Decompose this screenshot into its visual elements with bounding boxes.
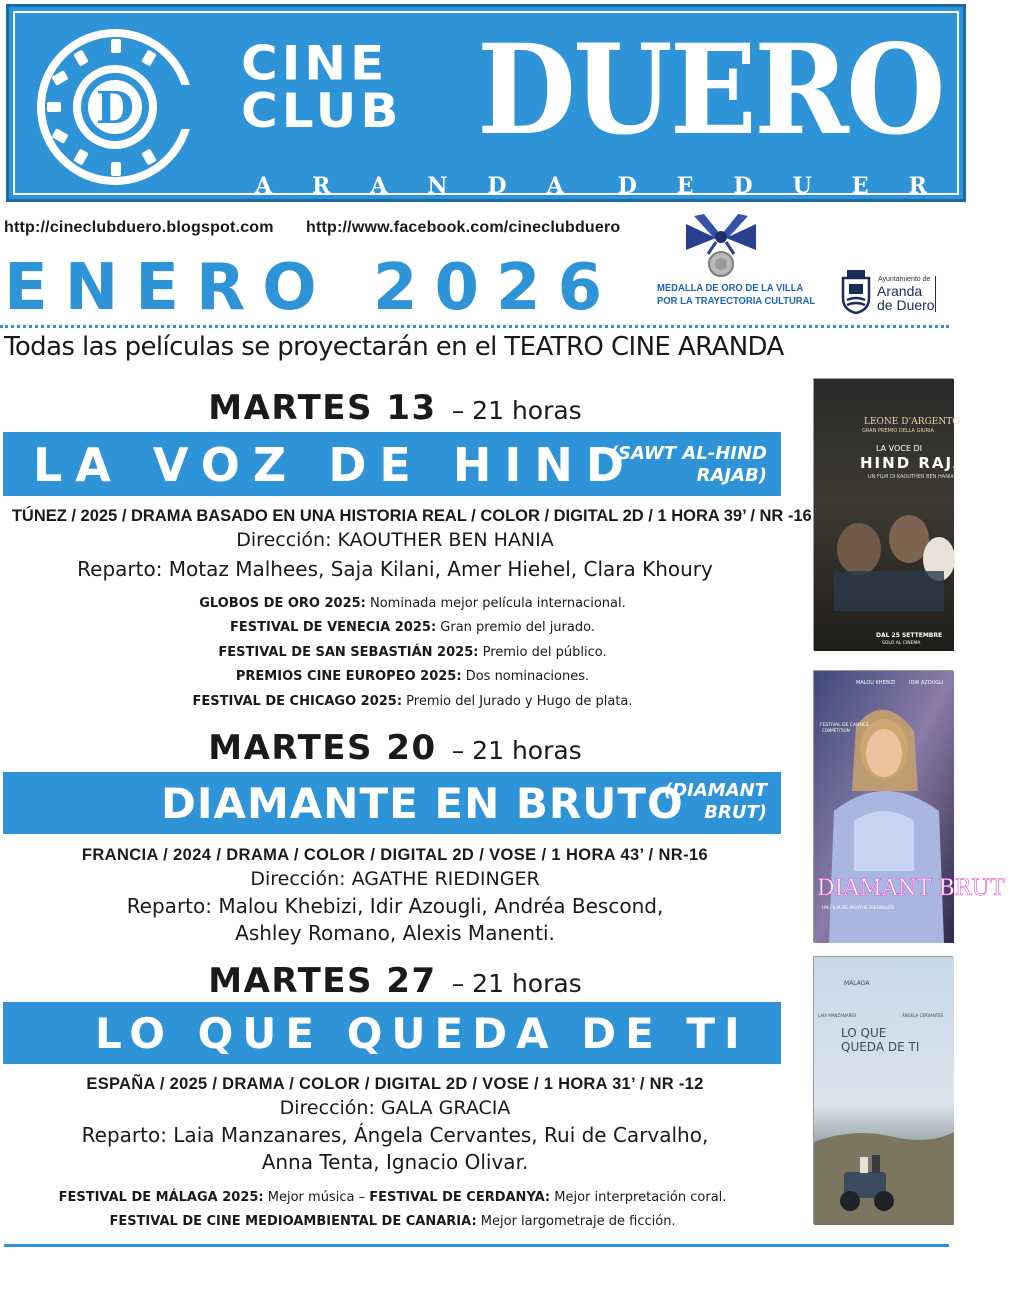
session-1-director: Dirección: KAOUTHER BEN HANIA: [236, 529, 554, 551]
poster-1-laurel: LEONE D’ARGENTO: [864, 417, 960, 427]
session-2-original-title: [664, 780, 767, 824]
poster-hind-rajab-art: [814, 379, 981, 651]
medal-caption: [657, 282, 816, 308]
poster-diamant-brut: [813, 670, 1005, 942]
ayuntamiento-name: [877, 284, 935, 312]
award-name: FESTIVAL DE MÁLAGA 2025:: [58, 1190, 264, 1205]
session-3-spec: ESPAÑA / 2025 / DRAMA / COLOR / DIGITAL 2D / VOSE / 1 HORA 31’ / NR -12: [86, 1074, 704, 1093]
poster-1-tagline: LA VOCE DI: [876, 444, 922, 453]
award-line: [0, 690, 825, 714]
poster-2-actor-1: MALOU KHEBIZI: [856, 680, 896, 686]
session-3-time: – 21 horas: [451, 969, 582, 998]
poster-1-release-sub: SOLO AL CINEMA: [882, 641, 921, 646]
ayuntamiento-line-1: Aranda: [877, 283, 923, 299]
dotted-divider: [0, 325, 949, 328]
poster-2-actor-2: IDIR AZOUGLI: [909, 680, 944, 686]
poster-hind-rajab: [813, 378, 981, 650]
poster-1-release: DAL 25 SETTEMBRE: [876, 632, 943, 639]
session-1-spec: TÚNEZ / 2025 / DRAMA BASADO EN UNA HISTORIA REAL / COLOR / DIGITAL 2D / 1 HORA 39’ / NR -16: [11, 506, 812, 525]
facebook-link[interactable]: http://www.facebook.com/cineclubduero: [306, 219, 621, 236]
poster-1-credit: UN FILM DI KAOUTHER BEN HANIA: [868, 474, 954, 480]
poster-3-festival: MÁLAGA: [844, 980, 870, 987]
film-reel-logo: [33, 25, 198, 190]
session-1-time: – 21 horas: [451, 396, 582, 425]
award-line: [0, 641, 825, 665]
session-2-cast-l2: Ashley Romano, Alexis Manenti.: [235, 921, 555, 945]
award-text: Gran premio del jurado.: [436, 620, 595, 636]
town-shield-icon: [840, 268, 872, 314]
session-2-time: – 21 horas: [451, 736, 582, 765]
poster-2-festival-sub: COMPÉTITION: [822, 728, 850, 733]
session-3-day: MARTES 27: [208, 961, 437, 1001]
city-word-1: ARANDA: [255, 173, 604, 199]
award-name: GLOBOS DE ORO 2025:: [199, 596, 366, 611]
poster-3-title-l2: QUEDA DE TI: [841, 1040, 920, 1054]
award-text: Premio del público.: [478, 644, 607, 660]
poster-1-laurel-sub: GRAN PREMIO DELLA GIURIA: [862, 428, 934, 434]
venue-notice: Todas las películas se proyectarán en el TEATRO CINE ARANDA: [4, 332, 784, 362]
poster-2-festival: FESTIVAL DE CANNES: [820, 723, 869, 728]
award-line: [0, 592, 825, 616]
award-name: FESTIVAL DE SAN SEBASTIÁN 2025:: [218, 644, 479, 660]
session-3-cast-l1: Reparto: Laia Manzanares, Ángela Cervantes, Rui de Carvalho,: [81, 1123, 709, 1147]
session-1-cast: Reparto: Motaz Malhees, Saja Kilani, Amer Hiehel, Clara Khoury: [77, 557, 713, 581]
header-banner: [6, 4, 1026, 202]
session-1-title: LA VOZ DE HIND: [33, 438, 638, 492]
ayuntamiento-line-2: de Duero: [877, 297, 935, 313]
session-3-title: LO QUE QUEDA DE TI: [95, 1009, 749, 1058]
poster-lo-que-queda: [813, 956, 953, 1224]
session-2-director: Dirección: AGATHE RIEDINGER: [250, 868, 540, 890]
session-2-cast-l1: Reparto: Malou Khebizi, Idir Azougli, Andréa Bescond,: [126, 894, 664, 918]
session-3-cast-l2: Anna Tenta, Ignacio Olivar.: [261, 1150, 529, 1174]
award-name: FESTIVAL DE CINE MEDIOAMBIENTAL DE CANARIA:: [109, 1214, 477, 1230]
medal-ribbon-icon: [676, 210, 766, 282]
cine-club-wordmark: [241, 35, 471, 139]
award-name: FESTIVAL DE CHICAGO 2025:: [192, 693, 403, 709]
poster-3-actor-1: LAIA MANZANARES: [818, 1013, 857, 1018]
session-1-title-bar: [3, 432, 781, 496]
session-2-original-title-l1: (DIAMANT: [664, 780, 767, 801]
award-line: [0, 665, 825, 689]
award-line: [0, 1210, 785, 1234]
session-3-details: [0, 1074, 790, 1176]
session-1-day: MARTES 13: [208, 388, 437, 428]
session-2-original-title-l2: BRUT): [704, 802, 767, 823]
poster-2-credit: UN FILM DE AGATHE RIEDINGER: [822, 906, 895, 911]
award-text: Mejor interpretación coral.: [550, 1190, 727, 1205]
city-word-3: DUERO: [733, 173, 1026, 199]
session-2-day: MARTES 20: [208, 728, 437, 768]
bottom-divider: [4, 1244, 949, 1247]
ayuntamiento-label: Ayuntamiento de: [878, 276, 931, 283]
blog-link[interactable]: http://cineclubduero.blogspot.com: [4, 219, 274, 236]
session-1-original-title: [610, 443, 767, 487]
award-name: FESTIVAL DE VENECIA 2025:: [230, 620, 437, 636]
session-3-title-bar: [3, 1002, 781, 1064]
session-1-date: [0, 388, 790, 428]
session-1-original-title-l2: RAJAB): [696, 465, 767, 486]
session-2-date: [0, 728, 790, 768]
duero-wordmark: DUERO: [477, 18, 943, 163]
session-1-details: [0, 506, 812, 584]
poster-2-title: DIAMANT BRUT: [817, 876, 1005, 901]
award-text: Nominada mejor película internacional.: [365, 596, 626, 611]
award-text: Dos nominaciones.: [461, 669, 590, 685]
medal-line-1: MEDALLA DE ORO DE LA VILLA: [657, 282, 804, 294]
session-3-awards: [0, 1186, 785, 1235]
poster-lo-que-queda-art: [814, 957, 954, 1225]
ayuntamiento-divider: [935, 276, 936, 312]
award-line: [0, 616, 825, 640]
session-3-date: [0, 961, 790, 1001]
medal-line-2: POR LA TRAYECTORIA CULTURAL: [657, 295, 816, 307]
poster-3-title-l1: LO QUE: [841, 1026, 887, 1040]
award-line: [0, 1186, 785, 1210]
award-text: Premio del Jurado y Hugo de plata.: [402, 693, 633, 709]
award-text: Mejor largometraje de ficción.: [476, 1214, 676, 1230]
session-1-awards: [0, 592, 825, 714]
poster-3-actor-2: ÁNGELA CERVANTES: [902, 1013, 944, 1018]
city-line: [255, 173, 1026, 199]
poster-1-title: HIND RAJAB: [860, 454, 981, 472]
poster-diamant-brut-art: [814, 671, 1005, 943]
city-word-2: DE: [617, 173, 734, 199]
month-title: ENERO 2026: [4, 251, 620, 325]
award-text: Mejor música –: [263, 1190, 370, 1205]
logo-letter: D: [95, 83, 135, 134]
award-name: PREMIOS CINE EUROPEO 2025:: [235, 669, 462, 685]
club-label: CLUB: [241, 83, 403, 139]
cine-label: CINE: [241, 35, 389, 91]
award-name: FESTIVAL DE CERDANYA:: [369, 1190, 551, 1205]
session-2-spec: FRANCIA / 2024 / DRAMA / COLOR / DIGITAL 2D / VOSE / 1 HORA 43’ / NR-16: [81, 845, 709, 864]
session-2-title-bar: [3, 772, 781, 834]
session-2-details: [0, 845, 790, 947]
session-1-original-title-l1: (SAWT AL-HIND: [609, 443, 767, 464]
session-3-director: Dirección: GALA GRACIA: [279, 1097, 511, 1119]
session-2-title: DIAMANTE EN BRUTO: [161, 779, 684, 828]
